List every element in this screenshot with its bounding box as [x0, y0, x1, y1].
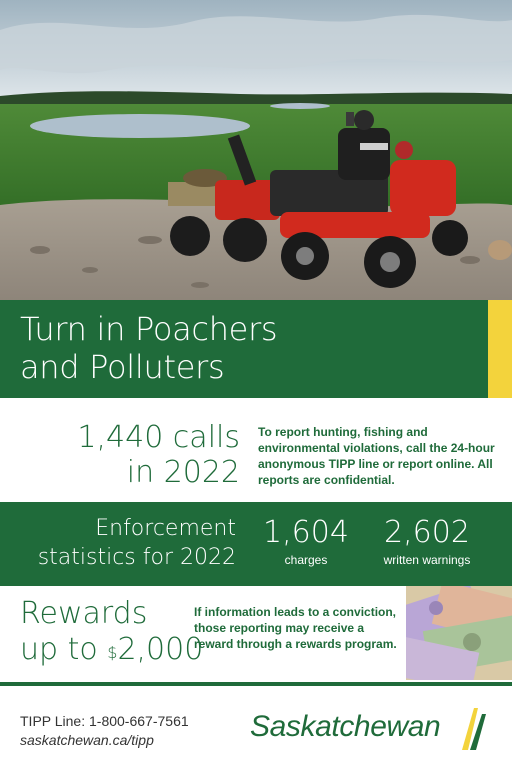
warnings-value: 2,602 [384, 515, 470, 550]
tipp-phone: TIPP Line: 1-800-667-7561 [20, 713, 189, 729]
warnings-label: written warnings [383, 553, 471, 567]
accent-bar [488, 300, 512, 398]
charges-label: charges [284, 553, 328, 567]
calls-line-2: in 2022 [126, 455, 240, 490]
rewards-section [0, 586, 512, 682]
charges-stat [258, 516, 354, 568]
enforcement-label-line-2: statistics for 2022 [37, 545, 236, 570]
hero-photo [0, 0, 512, 300]
warnings-stat [368, 516, 486, 568]
rewards-description: If information leads to a conviction, those reporting may receive a reward through a rewards program. [194, 605, 397, 651]
tipp-url: saskatchewan.ca/tipp [20, 732, 154, 748]
hero-illustration [0, 0, 512, 300]
rewards-prefix: up to [20, 632, 108, 667]
title-line-2: and Polluters [20, 348, 225, 386]
logo-wordmark: Saskatchewan [250, 710, 441, 743]
calls-count [0, 420, 240, 490]
saskatchewan-logo [250, 704, 500, 754]
enforcement-label [20, 514, 236, 572]
enforcement-section [0, 502, 512, 586]
rewards-heading [20, 596, 203, 668]
title-banner [0, 300, 512, 398]
rewards-currency: $ [107, 643, 118, 662]
banknotes-illustration [406, 586, 512, 680]
wheat-sheaf-icon [456, 704, 488, 752]
page-title [20, 310, 277, 386]
calls-description: To report hunting, fishing and environmental violations, call the 24-hour anonymous TIPP line or report online. All reports are confidential. [258, 425, 495, 487]
calls-line-1: 1,440 calls [77, 420, 240, 455]
charges-value: 1,604 [263, 515, 349, 550]
title-line-1: Turn in Poachers [20, 310, 278, 348]
footer [0, 686, 512, 768]
enforcement-label-line-1: Enforcement [95, 516, 236, 541]
rewards-line-2 [20, 632, 203, 668]
rewards-amount: 2,000 [117, 632, 204, 667]
banknotes-image [406, 586, 512, 680]
calls-section [0, 398, 512, 502]
rewards-line-1: Rewards [20, 596, 148, 631]
